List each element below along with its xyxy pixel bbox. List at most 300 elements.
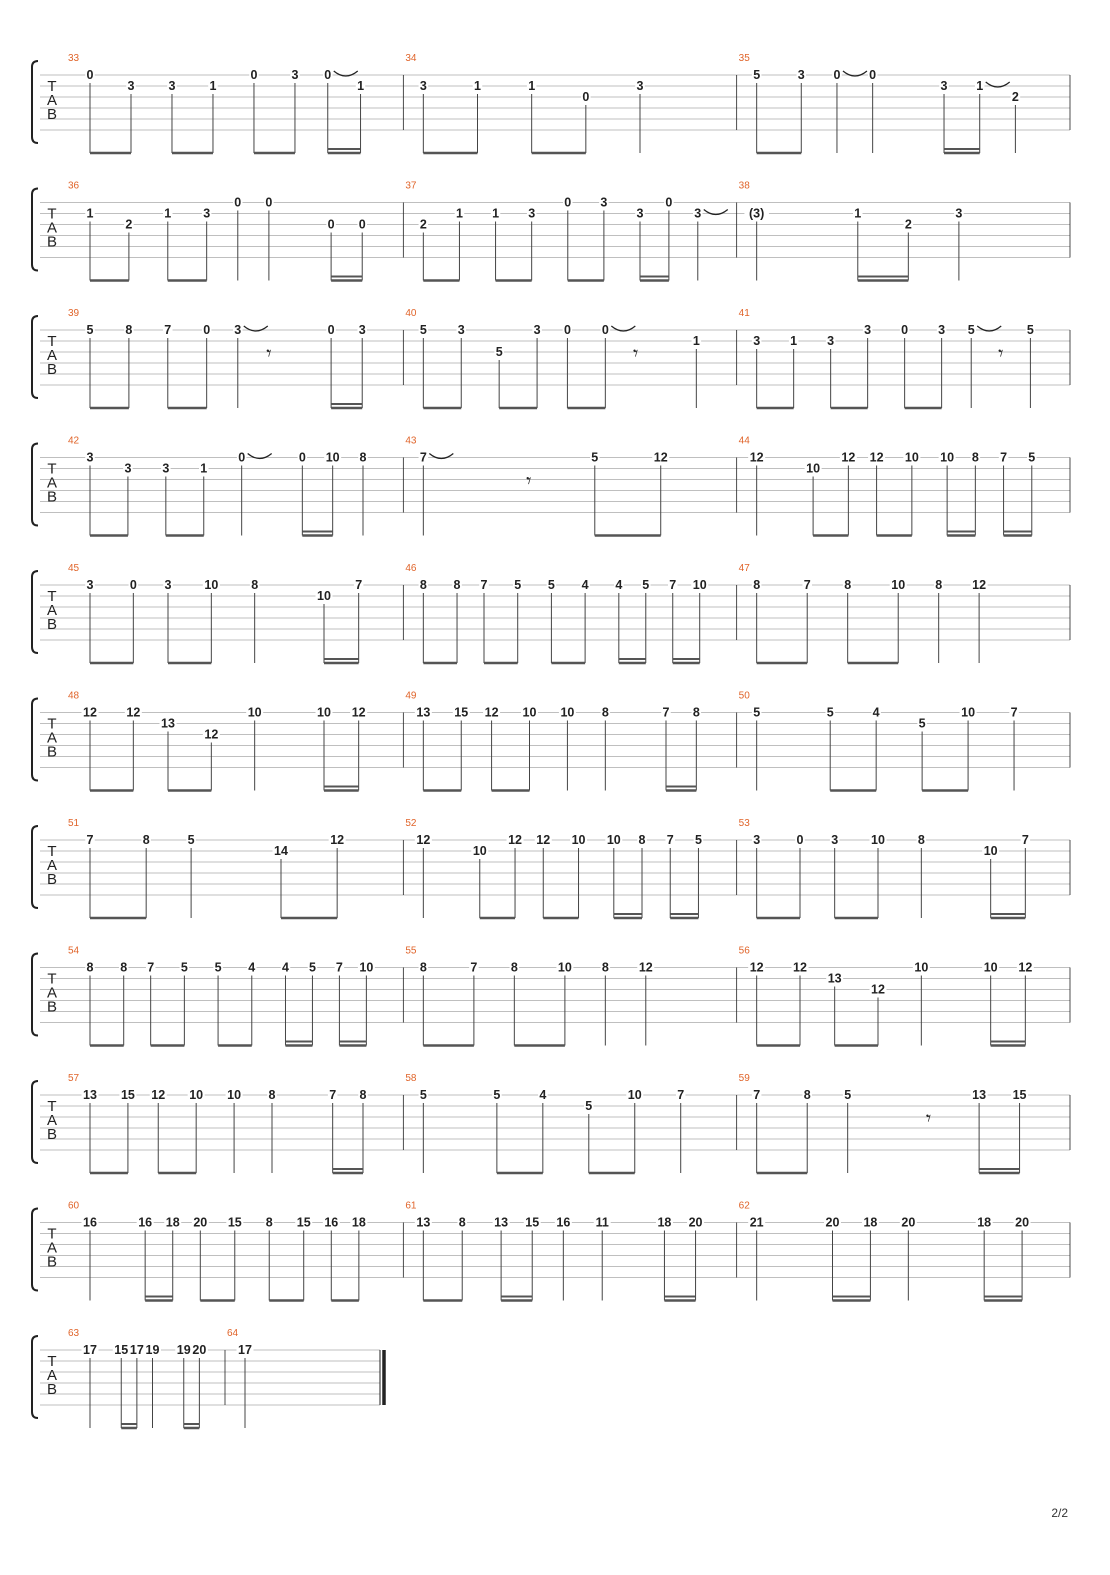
- measure-number: 34: [405, 53, 417, 64]
- fret-number: 7: [419, 450, 427, 465]
- fret-number: 3: [636, 206, 644, 221]
- fret-number: 18: [351, 1215, 366, 1230]
- fret-number: 8: [142, 833, 150, 847]
- fret-number: 12: [638, 960, 653, 975]
- fret-number: 10: [606, 833, 621, 847]
- fret-number: 0: [563, 323, 571, 337]
- fret-number: 7: [480, 578, 488, 592]
- fret-number: 8: [265, 1215, 273, 1230]
- measure-number: 46: [405, 563, 417, 574]
- tab-clef-letter: B: [46, 106, 58, 123]
- system-bracket: [32, 954, 38, 1036]
- fret-number: 0: [601, 323, 609, 337]
- fret-number: 13: [416, 705, 431, 720]
- fret-number: 15: [296, 1215, 311, 1230]
- system-bracket: [32, 1209, 38, 1291]
- fret-number: 17: [83, 1343, 97, 1357]
- fret-number: 3: [127, 79, 135, 93]
- tab-clef-letter: A: [46, 984, 58, 1002]
- fret-number: 5: [547, 578, 555, 592]
- tab-clef-letter: A: [46, 729, 58, 747]
- tab-clef-letter: T: [47, 588, 57, 605]
- fret-number: 3: [168, 79, 176, 93]
- tab-clef-letter: T: [47, 1098, 57, 1115]
- fret-number: 1: [209, 79, 217, 93]
- fret-number: 10: [472, 844, 487, 858]
- measure-number: 57: [68, 1073, 80, 1084]
- fret-number: 12: [841, 450, 856, 465]
- fret-number: 3: [124, 461, 132, 476]
- fret-number: 7: [666, 833, 674, 847]
- fret-number: 10: [325, 450, 340, 465]
- measure-number: 60: [68, 1200, 80, 1212]
- fret-number: 10: [904, 450, 919, 465]
- fret-number: 0: [796, 833, 804, 847]
- measure-number: 54: [68, 945, 80, 957]
- tab-clef-letter: T: [47, 843, 57, 860]
- fret-number: 15: [454, 705, 469, 720]
- fret-number: 10: [522, 705, 537, 720]
- fret-number: 5: [495, 345, 503, 359]
- fret-number: 4: [615, 578, 623, 592]
- fret-number: 10: [806, 461, 821, 476]
- fret-number: 5: [918, 716, 926, 731]
- fret-number: 1: [528, 79, 536, 93]
- tab-clef-letter: T: [47, 460, 57, 478]
- tab-clef-letter: B: [46, 871, 58, 888]
- tab-clef-letter: A: [46, 857, 58, 874]
- fret-number: 5: [967, 323, 975, 337]
- tab-clef-letter: A: [46, 347, 58, 364]
- fret-number: 8: [419, 578, 427, 592]
- tab-clef-letter: T: [47, 970, 57, 988]
- fret-number: 7: [1000, 450, 1008, 465]
- fret-number: 0: [238, 450, 246, 465]
- fret-number: 1: [455, 206, 463, 221]
- fret-number: 3: [86, 450, 94, 465]
- measure-number: 37: [405, 180, 417, 192]
- measure-number: 36: [68, 180, 80, 192]
- fret-number: 12: [484, 705, 499, 720]
- fret-number: 12: [869, 450, 884, 465]
- fret-number: 21: [749, 1215, 764, 1230]
- fret-number: 8: [638, 833, 646, 847]
- measure-number: 55: [405, 945, 417, 957]
- fret-number: 16: [138, 1215, 153, 1230]
- measure-number: 58: [405, 1073, 417, 1084]
- fret-number: 10: [227, 1088, 242, 1102]
- fret-number: 10: [983, 844, 998, 858]
- tab-clef-letter: T: [47, 333, 57, 350]
- fret-number: 20: [1015, 1215, 1030, 1230]
- fret-number: 3: [940, 79, 948, 93]
- fret-number: 5: [753, 68, 761, 82]
- measure-number: 38: [738, 180, 750, 192]
- fret-number: 1: [692, 334, 700, 348]
- measure-number: 44: [738, 435, 750, 447]
- fret-number: 15: [1012, 1088, 1027, 1102]
- fret-number: 18: [863, 1215, 878, 1230]
- fret-number: 0: [327, 323, 335, 337]
- fret-number: 1: [790, 334, 798, 348]
- fret-number: 8: [844, 578, 852, 592]
- fret-number: 0: [833, 68, 841, 82]
- fret-number: 1: [357, 79, 365, 93]
- fret-number: 0: [129, 578, 137, 592]
- measure-number: 50: [738, 690, 750, 702]
- rest-symbol: 𝄾: [998, 341, 1004, 365]
- measure-number: 35: [738, 53, 750, 64]
- fret-number: 3: [600, 195, 608, 210]
- fret-number: 5: [753, 705, 761, 720]
- fret-number: 4: [872, 705, 880, 720]
- fret-number: 7: [669, 578, 677, 592]
- fret-number: 3: [636, 79, 644, 93]
- fret-number: 18: [165, 1215, 180, 1230]
- tab-clef-letter: A: [46, 1367, 58, 1384]
- fret-number: 8: [125, 323, 133, 337]
- fret-number: 5: [642, 578, 650, 592]
- fret-number: 5: [180, 960, 188, 975]
- fret-number: 8: [601, 960, 609, 975]
- fret-number: 12: [508, 833, 522, 847]
- fret-number: 4: [282, 960, 289, 975]
- fret-number: 12: [749, 450, 764, 465]
- fret-number: 0: [265, 195, 273, 210]
- tab-clef-letter: T: [47, 715, 57, 733]
- measure-number: 45: [68, 563, 80, 574]
- fret-number: 19: [176, 1343, 191, 1357]
- fret-number: 10: [692, 578, 707, 592]
- tab-clef-letter: T: [47, 1225, 57, 1243]
- fret-number: 18: [657, 1215, 672, 1230]
- fret-number: 10: [189, 1088, 204, 1102]
- measure-number: 53: [738, 818, 750, 829]
- measure-number: 42: [68, 435, 80, 447]
- measure-number: 61: [405, 1200, 417, 1212]
- fret-number: 1: [164, 206, 172, 221]
- fret-number: 4: [539, 1088, 547, 1102]
- fret-number: 2: [1011, 90, 1019, 104]
- fret-number: 0: [324, 68, 332, 82]
- fret-number: 7: [677, 1088, 685, 1102]
- measure-number: 52: [405, 818, 417, 829]
- fret-number: 15: [120, 1088, 135, 1102]
- fret-number: 0: [582, 90, 590, 104]
- rest-symbol: 𝄾: [925, 1106, 932, 1130]
- fret-number: 13: [494, 1215, 509, 1230]
- fret-number: 3: [533, 323, 541, 337]
- system-bracket: [32, 699, 38, 781]
- fret-number: 7: [1010, 705, 1018, 720]
- fret-number: 2: [125, 217, 133, 232]
- fret-number: 3: [753, 833, 761, 847]
- fret-number: 5: [1028, 450, 1036, 465]
- tab-clef-letter: A: [46, 92, 58, 109]
- fret-number: 8: [120, 960, 128, 975]
- fret-number: 8: [510, 960, 518, 975]
- fret-number: 5: [187, 833, 195, 847]
- fret-number: 3: [831, 833, 839, 847]
- tab-clef-letter: T: [47, 78, 57, 95]
- rest-symbol: 𝄾: [266, 341, 272, 365]
- system-bracket: [32, 189, 38, 271]
- fret-number: 8: [917, 833, 925, 847]
- fret-number: 7: [1021, 833, 1029, 847]
- fret-number: 12: [416, 833, 431, 847]
- fret-number: 1: [200, 461, 208, 476]
- fret-number: 12: [151, 1088, 166, 1102]
- tab-clef-letter: A: [46, 219, 58, 237]
- fret-number: 3: [291, 68, 299, 82]
- fret-number: 12: [749, 960, 764, 975]
- fret-number: 3: [528, 206, 536, 221]
- fret-number: 3: [955, 206, 963, 221]
- fret-number: 1: [854, 206, 862, 221]
- fret-number: 0: [250, 68, 258, 82]
- system-bracket: [32, 571, 38, 653]
- fret-number: 20: [825, 1215, 840, 1230]
- fret-number: 5: [826, 705, 834, 720]
- fret-number: 12: [330, 833, 345, 847]
- fret-number: 10: [571, 833, 586, 847]
- fret-number: 10: [983, 960, 998, 975]
- fret-number: 8: [453, 578, 461, 592]
- fret-number: 1: [474, 79, 481, 93]
- fret-number: 0: [298, 450, 306, 465]
- fret-number: 0: [358, 217, 366, 232]
- page-number: 2/2: [1051, 1506, 1068, 1520]
- fret-number: 7: [355, 578, 363, 592]
- fret-number: 7: [662, 705, 670, 720]
- fret-number: 1: [492, 206, 500, 221]
- fret-number: 5: [514, 578, 522, 592]
- fret-number: 3: [797, 68, 805, 82]
- fret-number: 12: [1018, 960, 1033, 975]
- fret-number: 20: [688, 1215, 703, 1230]
- fret-number: 8: [803, 1088, 811, 1102]
- fret-number: 10: [914, 960, 929, 975]
- fret-number: 3: [86, 578, 94, 592]
- tab-clef-letter: A: [46, 1112, 58, 1129]
- fret-number: 8: [86, 960, 94, 975]
- fret-number: 3: [753, 334, 761, 348]
- measure-number: 56: [738, 945, 750, 957]
- fret-number: 10: [560, 705, 575, 720]
- fret-number: 10: [940, 450, 955, 465]
- fret-number: 10: [317, 589, 331, 603]
- fret-number: 10: [891, 578, 906, 592]
- system-bracket: [32, 826, 38, 908]
- measure-number: 51: [68, 818, 80, 829]
- fret-number: 2: [419, 217, 427, 232]
- fret-number: 0: [901, 323, 909, 337]
- fret-number: 12: [871, 982, 885, 997]
- measure-number: 33: [68, 53, 80, 64]
- fret-number: 7: [470, 960, 478, 975]
- fret-number: 20: [193, 1215, 208, 1230]
- fret-number: 12: [83, 705, 97, 720]
- fret-number: 13: [416, 1215, 431, 1230]
- fret-number: 12: [204, 727, 219, 742]
- fret-number: 15: [525, 1215, 540, 1230]
- fret-number: 10: [557, 960, 572, 975]
- fret-number: 8: [359, 1088, 367, 1102]
- fret-number: 15: [227, 1215, 242, 1230]
- fret-number: 8: [251, 578, 259, 592]
- fret-number: 5: [308, 960, 316, 975]
- system-bracket: [32, 61, 38, 143]
- fret-number: 7: [86, 833, 94, 847]
- measure-number: 39: [68, 308, 80, 319]
- measure-number: 62: [738, 1200, 750, 1212]
- fret-number: 7: [164, 323, 172, 337]
- fret-number: 4: [581, 578, 589, 592]
- fret-number: 19: [145, 1343, 160, 1357]
- fret-number: 8: [601, 705, 609, 720]
- measure-number: 47: [738, 563, 750, 574]
- tab-clef-letter: B: [46, 1253, 58, 1271]
- measure-number: 41: [738, 308, 750, 319]
- rest-symbol: 𝄾: [633, 341, 639, 365]
- measure-number: 49: [405, 690, 417, 702]
- fret-number: 20: [192, 1343, 207, 1357]
- system-bracket: [32, 1336, 38, 1418]
- fret-number: 17: [238, 1343, 252, 1357]
- fret-number: 3: [164, 578, 172, 592]
- fret-number: 3: [457, 323, 465, 337]
- tab-clef-letter: A: [46, 602, 58, 619]
- fret-number: 13: [83, 1088, 97, 1102]
- fret-number: 3: [938, 323, 946, 337]
- measure-number: 48: [68, 690, 80, 702]
- fret-number: 8: [268, 1088, 276, 1102]
- fret-number: 8: [359, 450, 367, 465]
- fret-number: 12: [536, 833, 551, 847]
- fret-number: (3): [749, 206, 765, 221]
- fret-number: 7: [335, 960, 343, 975]
- system-bracket: [32, 316, 38, 398]
- fret-number: 3: [162, 461, 170, 476]
- tab-clef-letter: T: [47, 1353, 57, 1370]
- fret-number: 1: [86, 206, 94, 221]
- fret-number: 14: [274, 844, 288, 858]
- fret-number: 0: [564, 195, 572, 210]
- fret-number: 7: [753, 1088, 761, 1102]
- fret-number: 16: [83, 1215, 97, 1230]
- fret-number: 8: [935, 578, 943, 592]
- fret-number: 3: [358, 323, 366, 337]
- fret-number: 3: [419, 79, 427, 93]
- fret-number: 3: [694, 206, 702, 221]
- fret-number: 5: [86, 323, 94, 337]
- fret-number: 8: [692, 705, 700, 720]
- fret-number: 5: [1026, 323, 1034, 337]
- tab-clef-letter: A: [46, 474, 58, 492]
- fret-number: 10: [627, 1088, 642, 1102]
- fret-number: 0: [234, 195, 242, 210]
- measure-number: 59: [738, 1073, 750, 1084]
- tab-clef-letter: B: [46, 1381, 58, 1398]
- tab-clef-letter: B: [46, 361, 58, 378]
- fret-number: 3: [864, 323, 872, 337]
- fret-number: 5: [419, 1088, 427, 1102]
- fret-number: 18: [977, 1215, 992, 1230]
- measure-number: 43: [405, 435, 417, 447]
- fret-number: 10: [961, 705, 976, 720]
- fret-number: 3: [234, 323, 242, 337]
- fret-number: 17: [129, 1343, 144, 1357]
- fret-number: 0: [203, 323, 211, 337]
- fret-number: 2: [904, 217, 912, 232]
- fret-number: 16: [324, 1215, 339, 1230]
- fret-number: 13: [972, 1088, 987, 1102]
- tab-clef-letter: A: [46, 1239, 58, 1257]
- fret-number: 5: [591, 450, 599, 465]
- fret-number: 0: [869, 68, 877, 82]
- fret-number: 10: [359, 960, 374, 975]
- fret-number: 3: [203, 206, 211, 221]
- fret-number: 13: [827, 971, 842, 986]
- fret-number: 16: [556, 1215, 571, 1230]
- fret-number: 7: [803, 578, 811, 592]
- system-bracket: [32, 444, 38, 526]
- fret-number: 1: [976, 79, 984, 93]
- fret-number: 8: [419, 960, 427, 975]
- fret-number: 5: [214, 960, 222, 975]
- fret-number: 5: [419, 323, 427, 337]
- tab-clef-letter: B: [46, 616, 58, 633]
- tab-clef-letter: T: [47, 205, 57, 223]
- fret-number: 10: [871, 833, 885, 847]
- fret-number: 7: [329, 1088, 337, 1102]
- fret-number: 8: [458, 1215, 466, 1230]
- fret-number: 5: [844, 1088, 852, 1102]
- fret-number: 10: [317, 705, 331, 720]
- fret-number: 13: [161, 716, 175, 731]
- fret-number: 10: [247, 705, 262, 720]
- fret-number: 5: [694, 833, 702, 847]
- fret-number: 5: [585, 1099, 593, 1113]
- system-bracket: [32, 1081, 38, 1163]
- fret-number: 10: [204, 578, 219, 592]
- fret-number: 0: [86, 68, 94, 82]
- fret-number: 12: [351, 705, 366, 720]
- fret-number: 12: [126, 705, 141, 720]
- tab-clef-letter: B: [46, 488, 58, 506]
- fret-number: 0: [327, 217, 335, 232]
- fret-number: 12: [972, 578, 987, 592]
- tab-clef-letter: B: [46, 743, 58, 761]
- measure-number: 64: [227, 1328, 239, 1339]
- fret-number: 12: [793, 960, 807, 975]
- fret-number: 5: [493, 1088, 501, 1102]
- fret-number: 8: [753, 578, 761, 592]
- fret-number: 11: [595, 1215, 609, 1230]
- tab-clef-letter: B: [46, 233, 58, 251]
- measure-number: 40: [405, 308, 417, 319]
- fret-number: 4: [248, 960, 256, 975]
- measure-number: 63: [68, 1328, 80, 1339]
- tab-clef-letter: B: [46, 998, 58, 1016]
- fret-number: 12: [653, 450, 668, 465]
- fret-number: 8: [971, 450, 979, 465]
- tab-clef-letter: B: [46, 1126, 58, 1143]
- rest-symbol: 𝄾: [526, 468, 532, 493]
- fret-number: 7: [147, 960, 155, 975]
- fret-number: 15: [114, 1343, 129, 1357]
- fret-number: 0: [665, 195, 673, 210]
